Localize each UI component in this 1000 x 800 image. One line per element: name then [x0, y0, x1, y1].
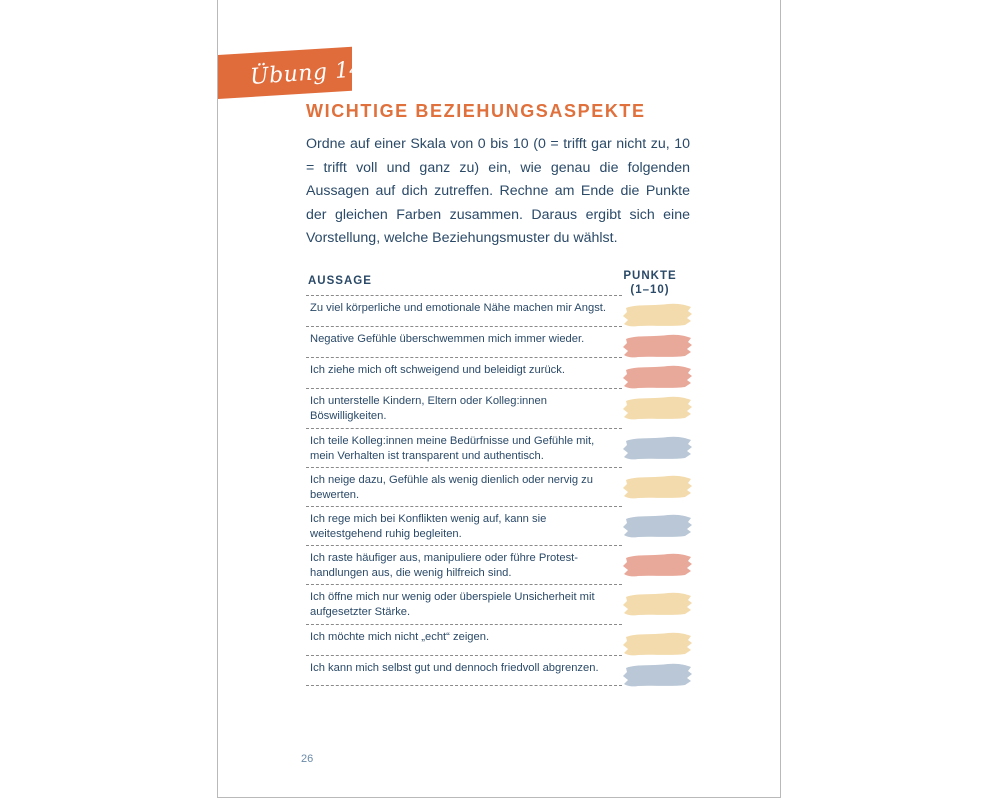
color-swatch	[623, 515, 692, 538]
points-entry-field[interactable]	[622, 513, 692, 539]
color-swatch	[623, 366, 692, 389]
page-title: WICHTIGE BEZIEHUNGSASPEKTE	[306, 101, 646, 121]
color-swatch	[623, 664, 692, 687]
column-header-statement: AUSSAGE	[308, 275, 372, 287]
color-swatch	[623, 397, 692, 420]
statement-text: Ich ziehe mich oft schweigend und beleidigt zurück.	[310, 364, 565, 376]
statement-text: Ich raste häufiger aus, manipuliere oder führe Protesthandlungen aus, die wenig hilfreich sind.	[310, 552, 579, 579]
statement-text: Ich teile Kolleg:innen meine Bedürfnisse und Gefühle mit, mein Verhalten ist transparent und authentisch.	[310, 435, 595, 462]
table-row	[306, 388, 622, 428]
exercise-label: Übung 14	[249, 57, 365, 90]
points-entry-field[interactable]	[622, 302, 692, 328]
table-row	[306, 295, 622, 326]
table-row	[306, 326, 622, 357]
table-row	[306, 584, 622, 624]
points-entry-field[interactable]	[622, 435, 692, 461]
points-entry-field[interactable]	[622, 395, 692, 421]
points-entry-field[interactable]	[622, 662, 692, 688]
color-swatch	[623, 476, 692, 499]
color-swatch	[623, 335, 692, 358]
color-swatch	[623, 593, 692, 616]
table-row	[306, 545, 622, 584]
table-row	[306, 467, 622, 506]
intro-paragraph: Ordne auf einer Skala von 0 bis 10 (0 = trifft gar nicht zu, 10 = trifft voll und ganz zu) ein, wie genau die folgenden Aussagen auf dich zutreffen. Rechne am Ende die Punkte der gleichen Farben zusammen. Daraus ergibt sich eine Vorstellung, welche Beziehungsmuster du wählst.	[306, 136, 690, 247]
color-swatch	[623, 437, 692, 460]
color-swatch	[623, 554, 692, 577]
statement-text: Ich neige dazu, Gefühle als wenig dienlich oder nervig zu bewerten.	[310, 474, 593, 501]
points-entry-field[interactable]	[622, 552, 692, 578]
statement-text: Ich unterstelle Kindern, Eltern oder Kolleg:innen Böswilligkeiten.	[310, 395, 547, 422]
color-swatch	[623, 633, 692, 656]
points-entry-field[interactable]	[622, 591, 692, 617]
statement-text: Ich möchte mich nicht „echt“ zeigen.	[310, 631, 490, 643]
statement-text: Ich rege mich bei Konflikten wenig auf, kann sie weitestgehend ruhig begleiten.	[310, 513, 547, 540]
statement-table	[306, 295, 622, 686]
statement-text: Ich öffne mich nur wenig oder überspiele Unsicherheit mit aufgesetzter Stärke.	[310, 591, 595, 618]
table-row	[306, 655, 622, 686]
table-row	[306, 624, 622, 655]
column-header-points: PUNKTE (1–10)	[623, 270, 677, 296]
points-entry-field[interactable]	[622, 631, 692, 657]
statement-text: Zu viel körperliche und emotionale Nähe machen mir Angst.	[310, 302, 606, 314]
page-number: 26	[301, 753, 314, 765]
points-entry-field[interactable]	[622, 333, 692, 359]
statement-text: Negative Gefühle überschwemmen mich immer wieder.	[310, 333, 585, 345]
table-row	[306, 357, 622, 388]
table-row	[306, 506, 622, 545]
statement-text: Ich kann mich selbst gut und dennoch friedvoll abgrenzen.	[310, 662, 599, 674]
points-entry-field[interactable]	[622, 364, 692, 390]
points-entry-field[interactable]	[622, 474, 692, 500]
table-row	[306, 428, 622, 467]
color-swatch	[623, 304, 692, 327]
